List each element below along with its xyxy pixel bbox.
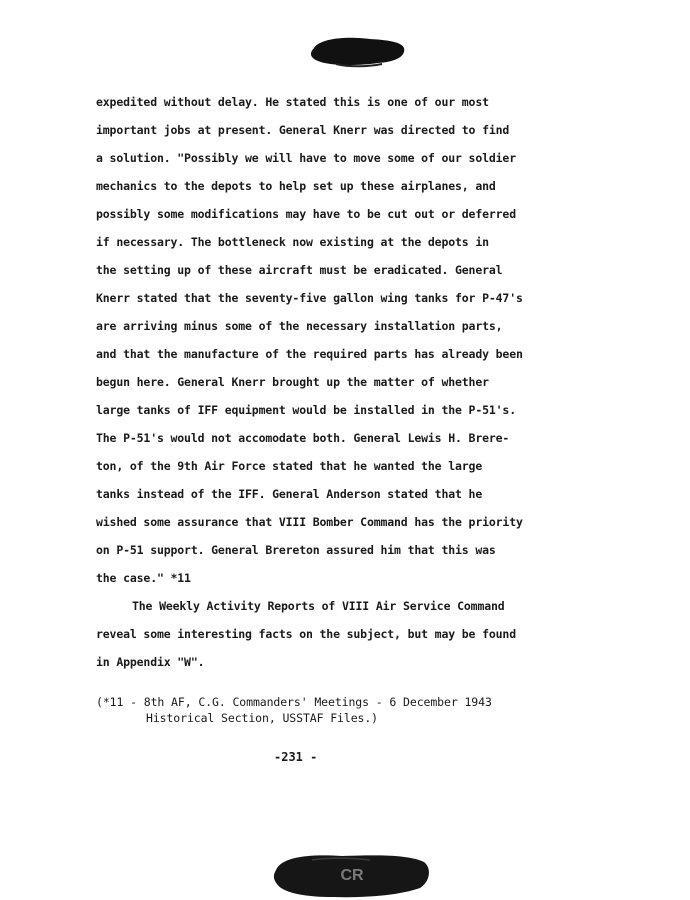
text-line: mechanics to the depots to help set up these airplanes, and: [96, 179, 496, 193]
page-number: -231 -: [274, 750, 318, 764]
text-line: possibly some modifications may have to be cut out or deferred: [96, 207, 516, 221]
footnote-line: Historical Section, USSTAF Files.): [146, 711, 379, 725]
text-line: the case." *11: [96, 571, 191, 585]
stamp-text: CR: [340, 867, 364, 884]
text-line: Knerr stated that the seventy-five gallon wing tanks for P-47's: [96, 291, 523, 305]
text-line: begun here. General Knerr brought up the matter of whether: [96, 375, 489, 389]
text-line: expedited without delay. He stated this is one of our most: [96, 95, 489, 109]
text-line: ton, of the 9th Air Force stated that he wanted the large: [96, 459, 483, 473]
text-line: if necessary. The bottleneck now existing at the depots in: [96, 235, 489, 249]
redaction-mark-top: [308, 34, 406, 68]
text-line: are arriving minus some of the necessary installation parts,: [96, 319, 503, 333]
classification-stamp: [272, 848, 432, 900]
text-line: a solution. "Possibly we will have to move some of our soldier: [96, 151, 516, 165]
text-line: and that the manufacture of the required parts has already been: [96, 347, 523, 361]
text-line: the setting up of these aircraft must be eradicated. General: [96, 263, 503, 277]
footnote: [96, 694, 492, 726]
text-line: The Weekly Activity Reports of VIII Air Service Command: [132, 599, 505, 613]
text-line: on P-51 support. General Brereton assured him that this was: [96, 543, 496, 557]
text-line: large tanks of IFF equipment would be installed in the P-51's.: [96, 403, 516, 417]
text-line: in Appendix "W".: [96, 655, 205, 669]
text-line: wished some assurance that VIII Bomber Command has the priority: [96, 515, 523, 529]
text-line: important jobs at present. General Knerr was directed to find: [96, 123, 510, 137]
text-line: tanks instead of the IFF. General Anderson stated that he: [96, 487, 483, 501]
text-line: reveal some interesting facts on the subject, but may be found: [96, 627, 516, 641]
footnote-line: (*11 - 8th AF, C.G. Commanders' Meetings - 6 December 1943: [96, 695, 492, 709]
text-line: The P-51's would not accomodate both. General Lewis H. Brere-: [96, 431, 510, 445]
body-text: [96, 88, 566, 676]
